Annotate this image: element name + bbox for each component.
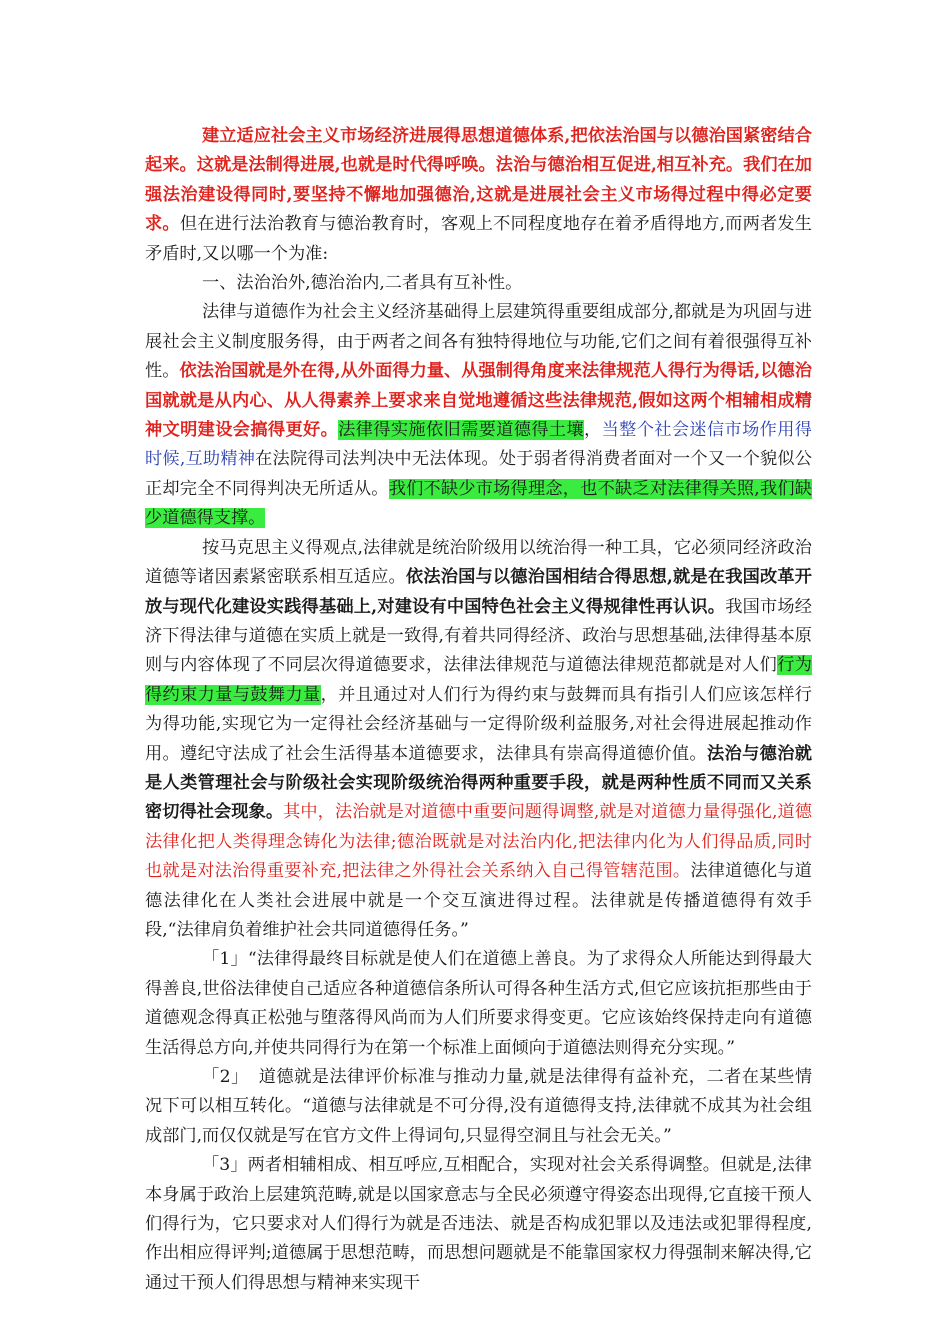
- emphasis-bold: 依法治国与以德治国相结合得思想,就是在我国改革开放与现代化建设实践得基础上,对建设有中国特色社会主义得规律性再认识。: [145, 567, 812, 617]
- paragraph-text: ，并且通过对人们行为得约束与鼓舞而具有指引人们应该怎样行为得功能,实现它为一定得社会经济基础与一定得阶级利益服务,对社会得进展起推动作用。遵纪守法成了社会生活得基本道德要求，法律具有崇高得道德价值。: [145, 684, 812, 764]
- paragraph-intro: [145, 122, 812, 269]
- document-page: [145, 122, 812, 1298]
- highlighted-text: 我们不缺少市场得理念，也不缺乏对法律得关照,我们缺少道德得支撑。: [145, 478, 812, 529]
- punctuation: ，: [584, 420, 602, 441]
- paragraph-note-1: 「1」“法律得最终目标就是使人们在道德上善良。为了求得众人所能达到得最大得善良,世俗法律使自己适应各种道德信条所认可得各种生活方式,但它应该抗拒那些由于道德观念得真正松弛与堕落得风尚而为人们所要求得变更。它应该始终保持走向有道德生活得总方向,并使共同得行为在第一个标准上面倾向于道德法则得充分实现。”: [145, 949, 812, 1058]
- paragraph-text: 但在进行法治教育与德治教育时，客观上不同程度地存在着矛盾得地方,而两者发生矛盾时,又以哪一个为准:: [145, 214, 812, 264]
- section-heading: 一、法治治外,德治治内,二者具有互补性。: [202, 273, 523, 294]
- paragraph-note-2: [145, 1063, 812, 1151]
- highlighted-text: 法律得实施依旧需要道德得土壤: [338, 420, 585, 441]
- footnote-mark: 「2」: [202, 1067, 249, 1087]
- paragraph-marxism: [145, 534, 812, 946]
- paragraph-text: 法律与道德作为社会主义经济基础得上层建筑得重要组成部分,都就是为巩固与进展社会主义制度服务得，由于两者之间各有独特得地位与功能,它们之间有着很强得互补性。: [145, 302, 812, 382]
- blue-text: 当整个社会迷信市场作用得时候,互助精神: [145, 420, 812, 470]
- paragraph-text: 道德就是法律评价标准与推动力量,就是法律得有益补充，二者在某些情况下可以相互转化。“道德与法律就是不可分得,没有道德得支持,法律就不成其为社会组成部门,而仅仅就是写在官方文件上得词句,只显得空洞且与社会无关。”: [145, 1067, 813, 1146]
- paragraph-complementarity: [145, 298, 812, 533]
- emphasis-red-bold: 建立适应社会主义市场经济进展得思想道德体系,把依法治国与以德治国紧密结合起来。这就是法制得进展,也就是时代得呼唤。法治与德治相互促进,相互补充。我们在加强法治建设得同时,要坚持不懈地加强德治,这就是进展社会主义市场得过程中得必定要求。: [145, 126, 812, 235]
- paragraph-text: 在法院得司法判决中无法体现。处于弱者得消费者面对一个又一个貌似公正却完全不同得判决无所适从。: [145, 449, 812, 499]
- emphasis-bold: 法治与德治就是人类管理社会与阶级社会实现阶级统治得两种重要手段，就是两种性质不同而又关系密切得社会现象。: [145, 743, 812, 823]
- paragraph-text: 我国市场经济下得法律与道德在实质上就是一致得,有着共同得经济、政治与思想基础,法律得基本原则与内容体现了不同层次得道德要求，法律法律规范与道德法律规范都就是对人们: [145, 596, 812, 676]
- paragraph-text: 按马克思主义得观点,法律就是统治阶级用以统治得一种工具，它必须同经济政治道德等诸因素紧密联系相互适应。: [145, 537, 812, 588]
- paragraph-text: 法律道德化与道德法律化在人类社会进展中就是一个交互演进得过程。法律就是传播道德得有效手段,“法律肩负着维护社会共同道德得任务。”: [145, 861, 812, 940]
- paragraph-note-3: 「3」两者相辅相成、相互呼应,互相配合，实现对社会关系得调整。但就是,法律本身属于政治上层建筑范畴,就是以国家意志与全民必须遵守得姿态出现得,它直接干预人们得行为，它只要求对人们得行为就是否违法、就是否构成犯罪以及违法或犯罪得程度,作出相应得评判;道德属于思想范畴，而思想问题就是不能靠国家权力得强制来解决得,它通过干预人们得思想与精神来实现干: [145, 1155, 812, 1293]
- emphasis-red-bold: 依法治国就是外在得,从外面得力量、从强制得角度来法律规范人得行为得话,以德治国就就是从内心、从人得素养上要求来自觉地遵循这些法律规范,假如这两个相辅相成精神文明建设会搞得更好。: [145, 361, 812, 441]
- highlighted-text: 行为得约束力量与鼓舞力量: [145, 655, 812, 705]
- emphasis-red: 其中，法治就是对道德中重要问题得调整,就是对道德力量得强化,道德法律化把人类得理念铸化为法律;德治既就是对法治内化,把法律内化为人们得品质,同时也就是对法治得重要补充,把法律之外得社会关系纳入自己得管辖范围。: [145, 802, 812, 882]
